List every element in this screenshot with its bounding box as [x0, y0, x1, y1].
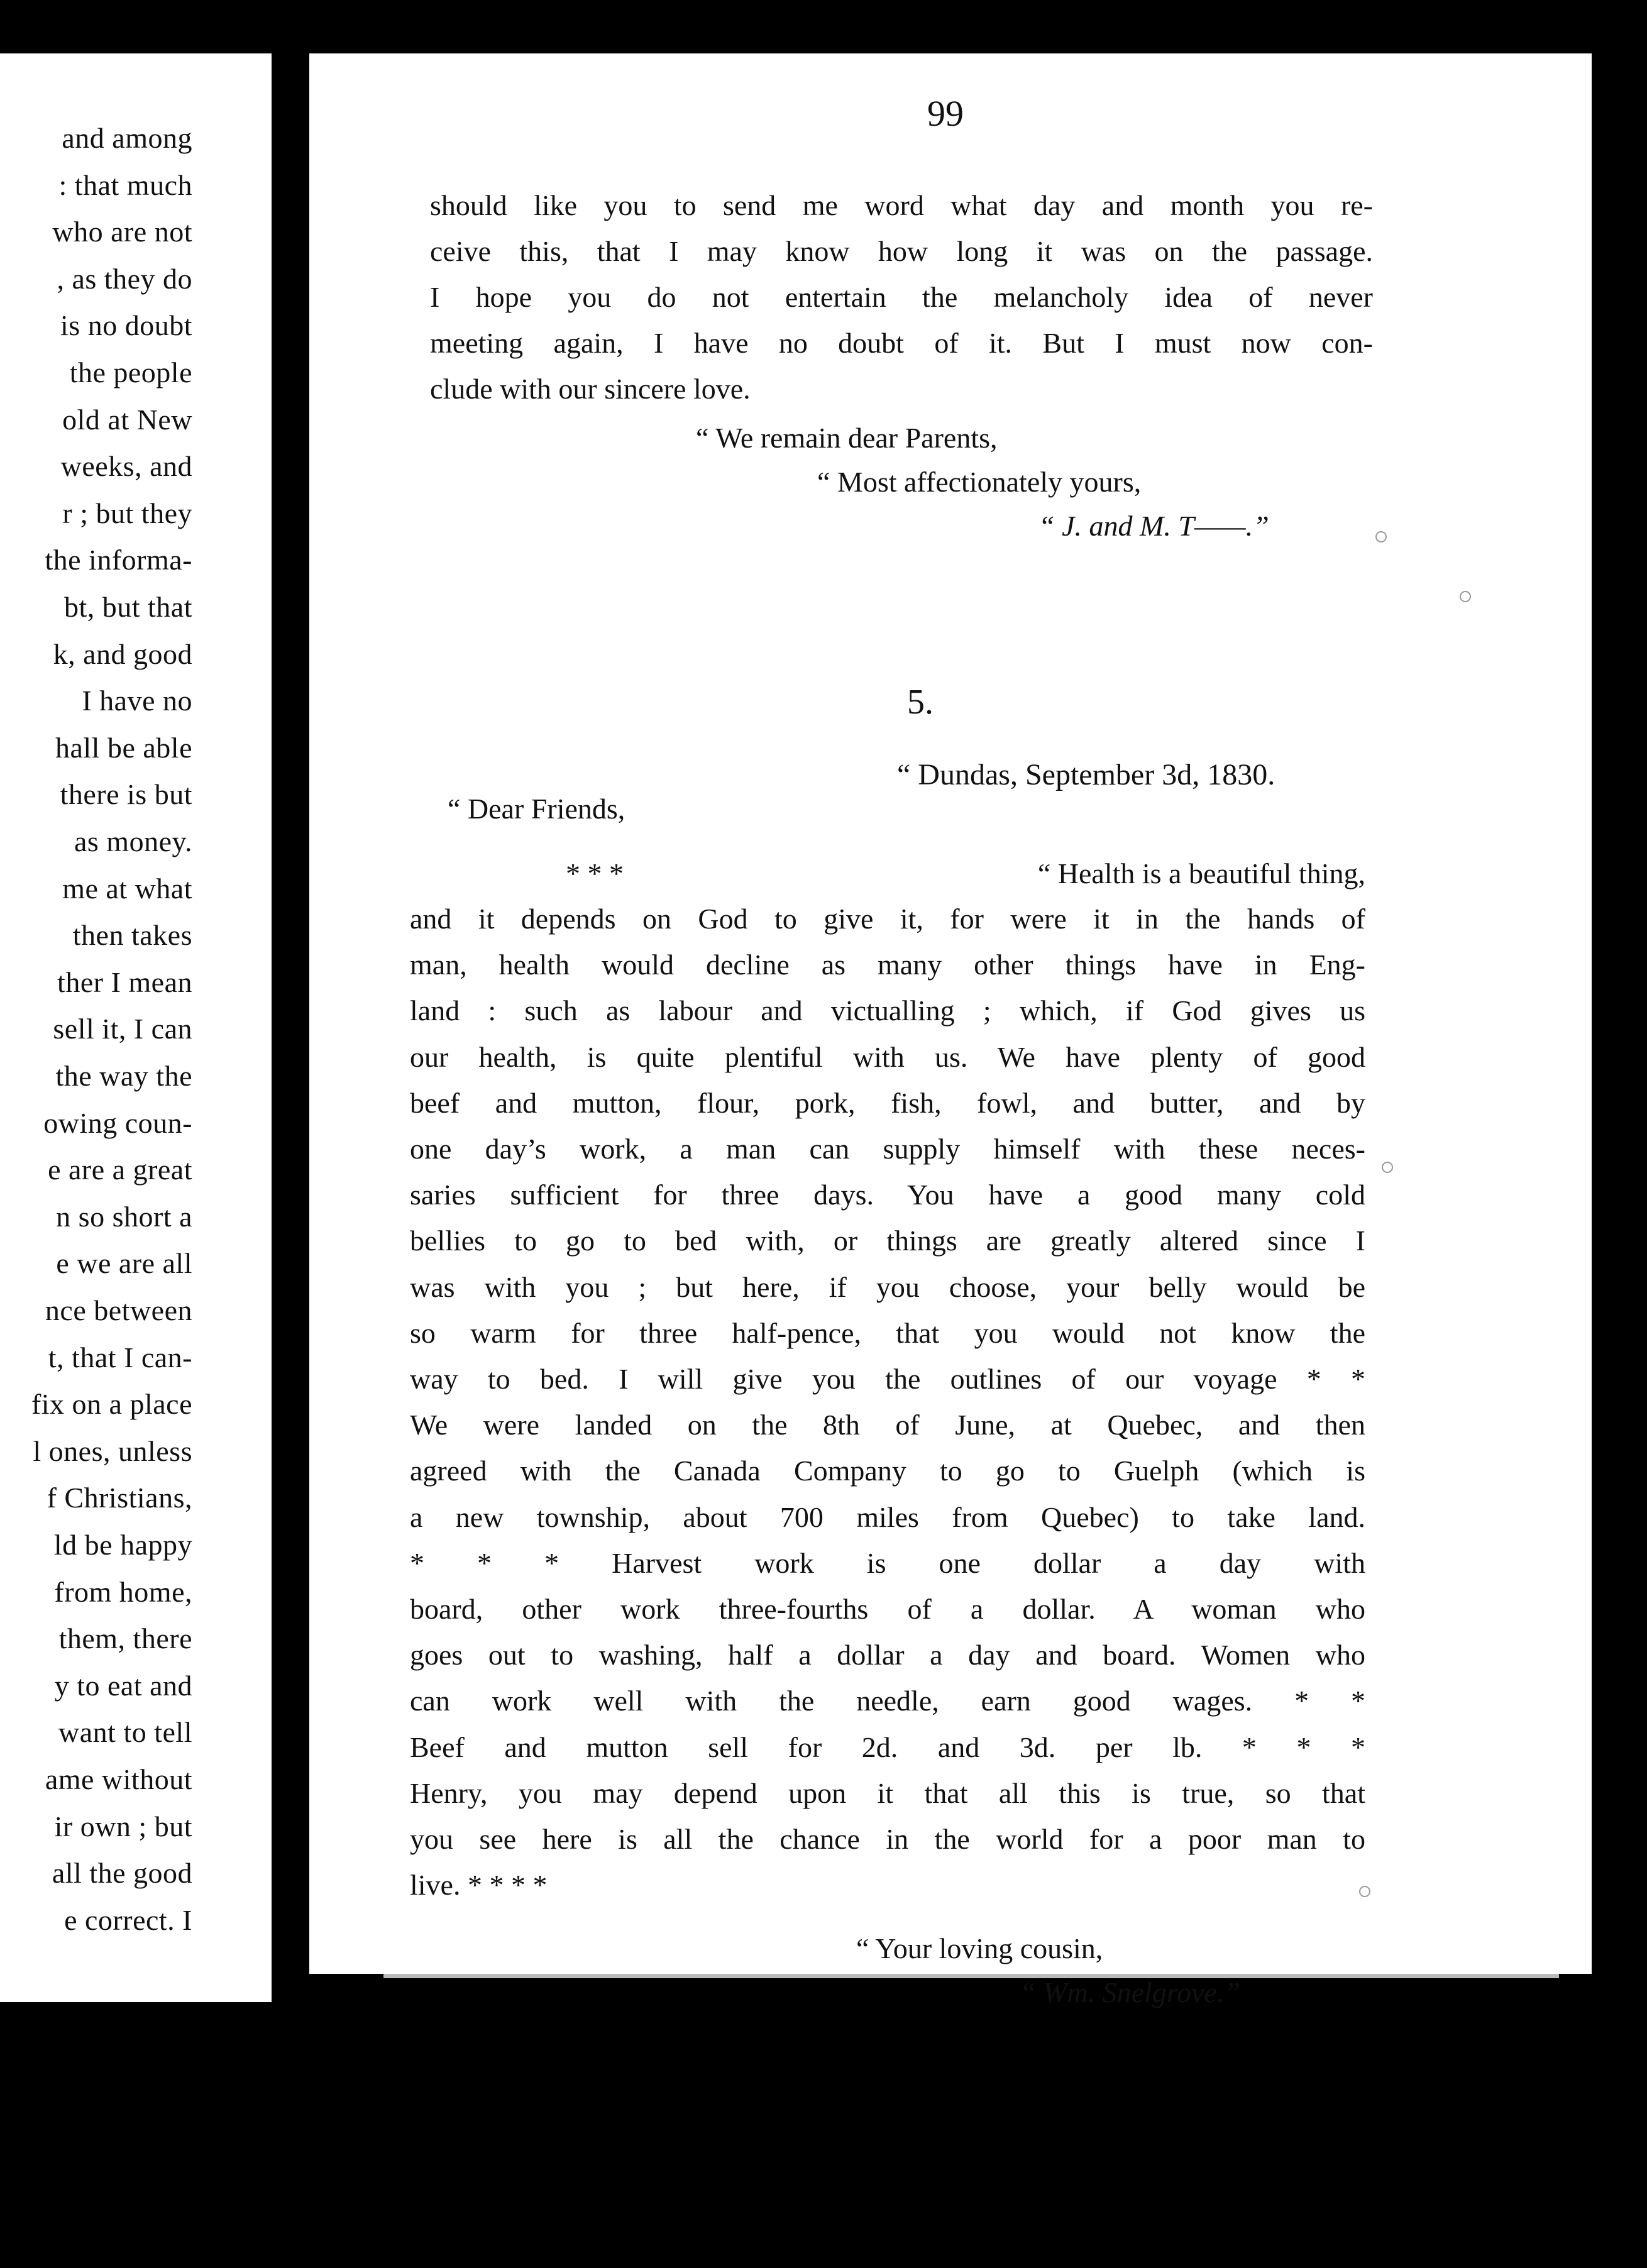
left-page-line: me at what	[62, 872, 192, 905]
letter-body-line: and it depends on God to give it, for were it in the hands of	[410, 903, 1365, 935]
left-page-line: y to eat and	[54, 1669, 192, 1702]
left-page-line: owing coun-	[43, 1106, 192, 1139]
letter-body-line: a new township, about 700 miles from Quebec) to take land.	[410, 1500, 1365, 1533]
left-page-line: , as they do	[57, 262, 192, 295]
letter-end-line: I hope you do not entertain the melancholy idea of never	[430, 281, 1373, 313]
letter-end-line: clude with our sincere love.	[430, 373, 751, 405]
left-page-line: old at New	[62, 403, 192, 436]
left-page-line: n so short a	[56, 1200, 192, 1233]
left-page	[0, 53, 272, 2002]
signature-2: “ Wm. Snelgrove.”	[1020, 1976, 1240, 2008]
letter-body-line: live. * * * *	[410, 1869, 548, 1902]
left-page-line: r ; but they	[62, 497, 192, 529]
left-page-line: bt, but that	[63, 591, 192, 623]
letter-body-line: so warm for three half-pence, that you would not know the	[410, 1316, 1365, 1349]
left-page-line: e are a great	[48, 1153, 192, 1186]
letter-body-line: Henry, you may depend upon it that all this is true, so that	[410, 1776, 1365, 1809]
left-page-line: as money.	[74, 825, 192, 857]
letter-end-line: ceive this, that I may know how long it was on the passage.	[430, 235, 1373, 267]
scan-artifact-dot	[1460, 591, 1471, 602]
letter-body-line: one day’s work, a man can supply himself with these neces-	[410, 1133, 1365, 1165]
left-page-line: and among	[62, 122, 192, 154]
dateline: “ Dundas, September 3d, 1830.	[897, 758, 1275, 791]
salutation: “ Dear Friends,	[448, 793, 625, 825]
scan-artifact-dot	[1382, 1162, 1393, 1173]
left-page-line: them, there	[58, 1622, 192, 1655]
letter-body-line: board, other work three-fourths of a dollar. A woman who	[410, 1593, 1365, 1625]
letter-body-line: man, health would decline as many other things have in Eng-	[410, 949, 1365, 981]
left-page-line: sell it, I can	[53, 1013, 192, 1045]
letter-end-line: meeting again, I have no doubt of it. But I must now con-	[430, 327, 1373, 359]
left-page-line: t, that I can-	[48, 1341, 192, 1373]
letter-body-line: land : such as labour and victualling ; which, if God gives us	[410, 994, 1365, 1027]
left-page-line: then takes	[72, 919, 192, 952]
left-page-line: who are not	[52, 216, 192, 248]
signature-1: “ J. and M. T——.”	[1038, 510, 1269, 542]
left-page-line: hall be able	[55, 731, 192, 764]
letter-body-line: can work well with the needle, earn good wages. * *	[410, 1685, 1365, 1717]
right-page	[309, 53, 1592, 2008]
left-page-line: there is but	[60, 778, 192, 811]
letter-body-line: goes out to washing, half a dollar a day and board. Women who	[410, 1639, 1365, 1671]
left-page-line: e we are all	[56, 1247, 192, 1280]
left-page-line: l ones, unless	[33, 1434, 192, 1467]
left-page-line: ld be happy	[53, 1529, 192, 1561]
left-page-line: ther I mean	[57, 966, 192, 998]
closing-line-1: “ We remain dear Parents,	[696, 422, 998, 454]
left-page-line: e correct. I	[64, 1903, 192, 1936]
letter-end-line: should like you to send me word what day and month you re-	[430, 189, 1373, 221]
left-page-line: the informa-	[45, 544, 192, 576]
scan-artifact-dot	[1375, 531, 1387, 542]
left-page-line: from home,	[54, 1575, 192, 1608]
letter-body-line: bellies to go to bed with, or things are greatly altered since I	[410, 1225, 1365, 1257]
closing-line-2: “ Most affectionately yours,	[817, 466, 1142, 498]
left-page-line: the way the	[55, 1060, 192, 1092]
body-first-stars: * * *	[566, 857, 624, 889]
letter-body-line: way to bed. I will give you the outlines of our voyage * *	[410, 1363, 1365, 1395]
letter-body-line: saries sufficient for three days. You have a good many cold	[410, 1179, 1365, 1211]
left-page-line: weeks, and	[60, 450, 192, 483]
letter-body-line: was with you ; but here, if you choose, your belly would be	[410, 1270, 1365, 1303]
left-page-line: the people	[69, 356, 192, 388]
left-page-line: ir own ; but	[54, 1810, 192, 1842]
letter-body-line: agreed with the Canada Company to go to Guelph (which is	[410, 1455, 1365, 1487]
left-page-line: nce between	[45, 1294, 192, 1326]
letter-body-line: beef and mutton, flour, pork, fish, fowl, and butter, and by	[410, 1086, 1365, 1119]
letter-body-line: Beef and mutton sell for 2d. and 3d. per lb. * * *	[410, 1731, 1365, 1763]
page-number: 99	[927, 93, 964, 134]
letter-body-line: you see here is all the chance in the world for a poor man to	[410, 1823, 1365, 1855]
letter-number: 5.	[907, 683, 934, 722]
closing-line-3: “ Your loving cousin,	[856, 1932, 1103, 1964]
left-page-line: ame without	[45, 1763, 192, 1795]
left-page-line: all the good	[52, 1857, 192, 1890]
scan-artifact-dot	[1359, 1886, 1370, 1897]
left-page-line: k, and good	[53, 637, 192, 670]
letter-body-line: We were landed on the 8th of June, at Quebec, and then	[410, 1409, 1365, 1441]
left-page-line: want to tell	[58, 1716, 192, 1749]
left-page-line: fix on a place	[31, 1388, 192, 1421]
body-first-text: “ Health is a beautiful thing,	[1037, 857, 1365, 889]
left-page-line: : that much	[58, 168, 192, 201]
left-page-line: is no doubt	[60, 309, 192, 342]
left-page-line: f Christians,	[47, 1482, 192, 1514]
letter-body-line: our health, is quite plentiful with us. We have plenty of good	[410, 1040, 1365, 1073]
left-page-line: I have no	[82, 685, 192, 717]
letter-body-line: * * * Harvest work is one dollar a day with	[410, 1546, 1365, 1579]
